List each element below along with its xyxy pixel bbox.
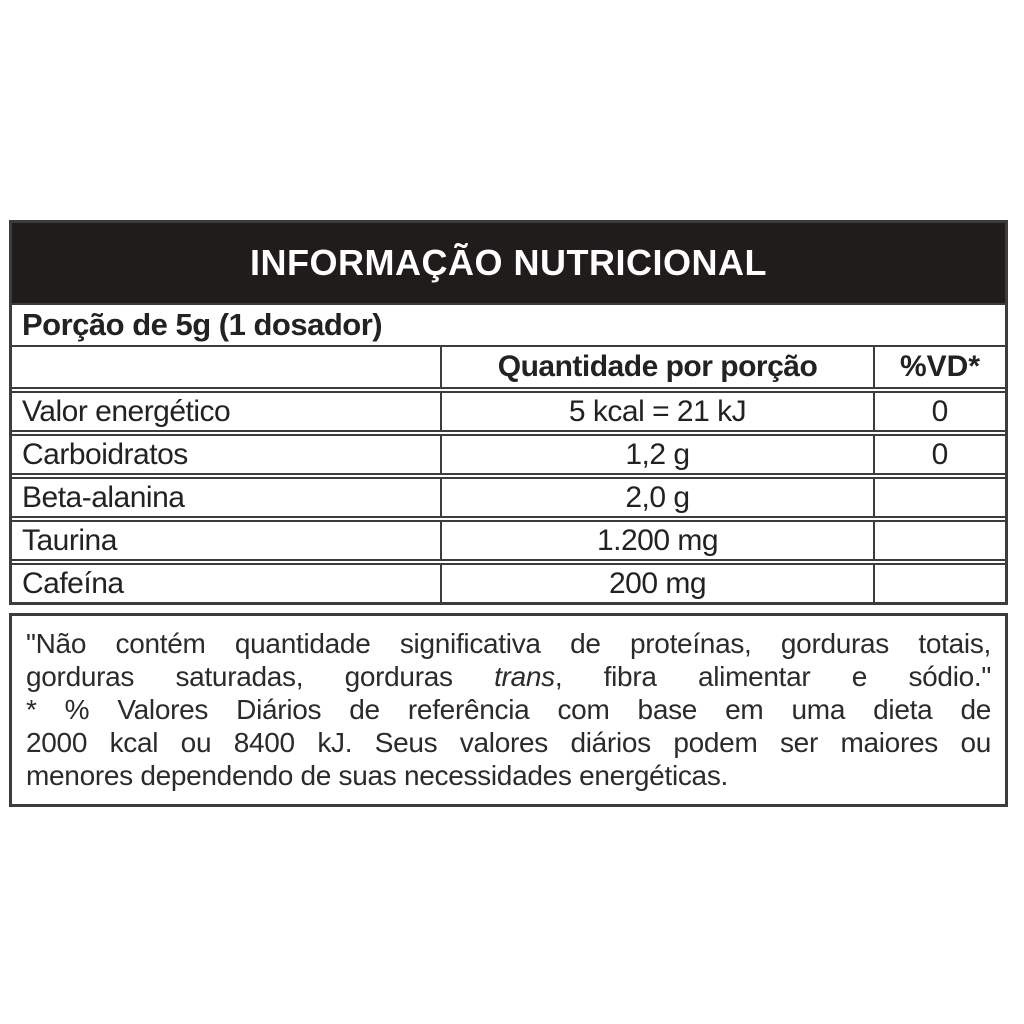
- footnote-line: [26, 660, 991, 693]
- table-row: [12, 559, 1005, 602]
- nutrient-name: Taurina: [22, 523, 117, 557]
- nutrient-daily-value: 0: [873, 436, 1005, 473]
- nutrient-daily-value: [873, 565, 1005, 602]
- serving-size-text: Porção de 5g (1 dosador): [22, 307, 383, 342]
- nutrient-daily-value: 0: [873, 393, 1005, 430]
- table-row: [12, 430, 1005, 473]
- nutrient-daily-value: [873, 479, 1005, 516]
- nutrient-name: Valor energético: [22, 394, 231, 428]
- quantity-column-header: Quantidade por porção: [440, 347, 873, 387]
- nutrient-quantity: 5 kcal = 21 kJ: [440, 393, 873, 430]
- footnote-line: * % Valores Diários de referência com base em uma dieta de: [26, 694, 991, 725]
- daily-value-column-header: %VD*: [873, 347, 1005, 387]
- table-title-bar: [12, 223, 1005, 303]
- footnote-trans-italic: trans: [494, 661, 555, 692]
- footnote-line: "Não contém quantidade significativa de proteínas, gorduras totais,: [26, 628, 991, 659]
- footnote-line: menores dependendo de suas necessidades energéticas.: [26, 760, 729, 791]
- nutrient-daily-value: [873, 522, 1005, 559]
- nutrient-quantity: 1,2 g: [440, 436, 873, 473]
- footnote-line: 2000 kcal ou 8400 kJ. Seus valores diários podem ser maiores ou: [26, 727, 991, 758]
- nutrition-table: [9, 220, 1008, 605]
- nutrient-name: Beta-alanina: [22, 480, 185, 514]
- serving-row: [12, 303, 1005, 345]
- table-row: [12, 387, 1005, 430]
- table-row: [12, 473, 1005, 516]
- footnote-box: [9, 613, 1008, 807]
- column-header-row: [12, 345, 1005, 387]
- nutrient-name: Carboidratos: [22, 437, 188, 471]
- footnote-text: gorduras saturadas, gorduras: [26, 661, 495, 692]
- footnote-text: , fibra alimentar e sódio.": [554, 661, 992, 692]
- table-row: [12, 516, 1005, 559]
- nutrient-quantity: 2,0 g: [440, 479, 873, 516]
- empty-header-cell: [12, 347, 440, 387]
- table-title: INFORMAÇÃO NUTRICIONAL: [250, 242, 767, 283]
- nutrient-name: Cafeína: [22, 566, 124, 600]
- nutrient-quantity: 200 mg: [440, 565, 873, 602]
- nutrient-quantity: 1.200 mg: [440, 522, 873, 559]
